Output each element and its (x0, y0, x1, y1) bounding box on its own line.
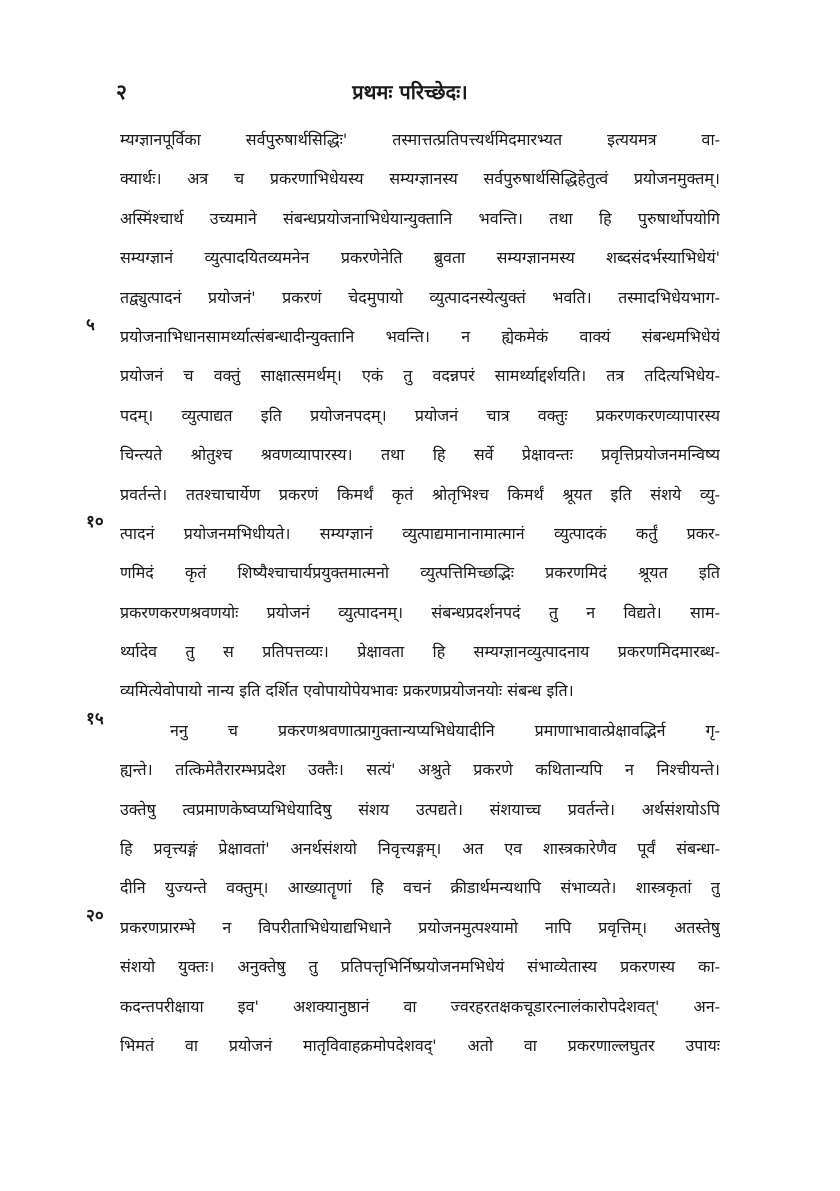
text-line: संशयो युक्तः। अनुक्तेषु तु प्रतिपत्तृभिर्निष्प्रयोजनमभिधेयं संभाव्येतास्य प्रकरणस्य का- (120, 957, 720, 977)
text-line: प्रयोजनं च वक्तुं साक्षात्समर्थम्। एकं तु वदन्नपरं सामर्थ्याद्दर्शयति। तत्र तदित्यभिधेय- (120, 366, 720, 386)
text-line: अस्मिंश्चार्थ उच्यमाने संबन्धप्रयोजनाभिधेयान्युक्तानि भवन्ति। तथा हि पुरुषार्थोपयोगि (120, 208, 720, 228)
text-line: तद्व्युत्पादनं प्रयोजनं' प्रकरणं चेदमुपायो व्युत्पादनस्येत्युक्तं भवति। तस्मादभिधेयभाग- (120, 287, 720, 307)
line-number-10: १० (86, 512, 104, 532)
text-line: त्पादनं प्रयोजनमभिधीयते। सम्यग्ज्ञानं व्युत्पाद्यमानानामात्मानं व्युत्पादकं कर्तुं प्रकर- (120, 523, 720, 543)
text-line: हि प्रवृत्त्यङ्गं प्रेक्षावतां' अनर्थसंशयो निवृत्त्यङ्गम्। अत एव शास्त्रकारेणैव पूर्वं संबन्धा- (120, 839, 720, 859)
running-title: प्रथमः परिच्छेदः। (352, 80, 468, 104)
text-line: ननु च प्रकरणश्रवणात्प्रागुक्तान्यप्यभिधेयादीनि प्रमाणाभावात्प्रेक्षावद्भिर्न गृ- (170, 720, 720, 740)
text-line: उक्तेषु त्वप्रमाणकेष्वप्यभिधेयादिषु संशय उत्पद्यते। संशयाच्च प्रवर्तन्ते। अर्थसंशयोऽपि (120, 799, 720, 819)
line-number-20: २० (86, 906, 104, 926)
text-line: प्रकरणप्रारम्भे न विपरीताभिधेयाद्यभिधाने प्रयोजनमुत्पश्यामो नापि प्रवृत्तिम्। अतस्तेषु (120, 917, 720, 937)
text-line: म्यग्ज्ञानपूर्विका सर्वपुरुषार्थसिद्धिः' तस्मात्तत्प्रतिपत्त्यर्थमिदमारभ्यत इत्ययमत्र वा- (120, 130, 720, 149)
text-line: प्रयोजनाभिधानसामर्थ्यात्संबन्धादीन्युक्तानि भवन्ति। न ह्येकमेकं वाक्यं संबन्धमभिधेयं (120, 326, 720, 346)
line-number-5: ५ (86, 315, 95, 335)
text-line: प्रकरणकरणश्रवणयोः प्रयोजनं व्युत्पादनम्। संबन्धप्रदर्शनपदं तु न विद्यते। साम- (120, 602, 720, 622)
page-header (110, 78, 710, 110)
text-line: र्थ्यादेव तु स प्रतिपत्तव्यः। प्रेक्षावता हि सम्यग्ज्ञानव्युत्पादनाय प्रकरणमिदमारब्ध- (120, 642, 720, 662)
page-number: २ (116, 79, 127, 104)
line-number-15: १५ (86, 709, 104, 729)
text-line: चिन्त्यते श्रोतुश्च श्रवणव्यापारस्य। तथा हि सर्वे प्रेक्षावन्तः प्रवृत्तिप्रयोजनमन्विष्य (120, 445, 720, 465)
text-line: व्यमित्येवोपायो नान्य इति दर्शित एवोपायोपेयभावः प्रकरणप्रयोजनयोः संबन्ध इति। (120, 681, 574, 701)
text-line: पदम्। व्युत्पाद्यत इति प्रयोजनपदम्। प्रयोजनं चात्र वक्तुः प्रकरणकरणव्यापारस्य (120, 405, 720, 425)
text-line: णमिदं कृतं शिष्यैश्चाचार्यप्रयुक्तमात्मनो व्युत्पत्तिमिच्छद्भिः प्रकरणमिदं श्रूयत इति (120, 563, 720, 583)
text-line: कदन्तपरीक्षाया इव' अशक्यानुष्ठानं वा ज्वरहरतक्षकचूडारत्नालंकारोपदेशवत्' अन- (120, 996, 720, 1016)
text-line: दीनि युज्यन्ते वक्तुम्। आख्यातॄणां हि वचनं क्रीडार्थमन्यथापि संभाव्यते। शास्त्रकृतां तु (120, 878, 720, 898)
text-line: ह्यन्ते। तत्किमेतैरारम्भप्रदेश उक्तैः। सत्यं' अश्रुते प्रकरणे कथितान्यपि न निश्चीयन्ते। (120, 760, 720, 780)
text-line: सम्यग्ज्ञानं व्युत्पादयितव्यमनेन प्रकरणेनेति ब्रुवता सम्यग्ज्ञानमस्य शब्दसंदर्भस्याभिधेयं' (120, 248, 720, 268)
text-line: भिमतं वा प्रयोजनं मातृविवाहक्रमोपदेशवद्' अतो वा प्रकरणाल्लघुतर उपायः (120, 1035, 720, 1055)
text-line: प्रवर्तन्ते। ततश्चाचार्येण प्रकरणं किमर्थं कृतं श्रोतृभिश्च किमर्थं श्रूयत इति संशये व्यु- (120, 484, 720, 504)
body-text (120, 120, 720, 1065)
text-line: क्यार्थः। अत्र च प्रकरणाभिधेयस्य सम्यग्ज्ञानस्य सर्वपुरुषार्थसिद्धिहेतुत्वं प्रयोजनमुक्तम्। (120, 169, 720, 189)
